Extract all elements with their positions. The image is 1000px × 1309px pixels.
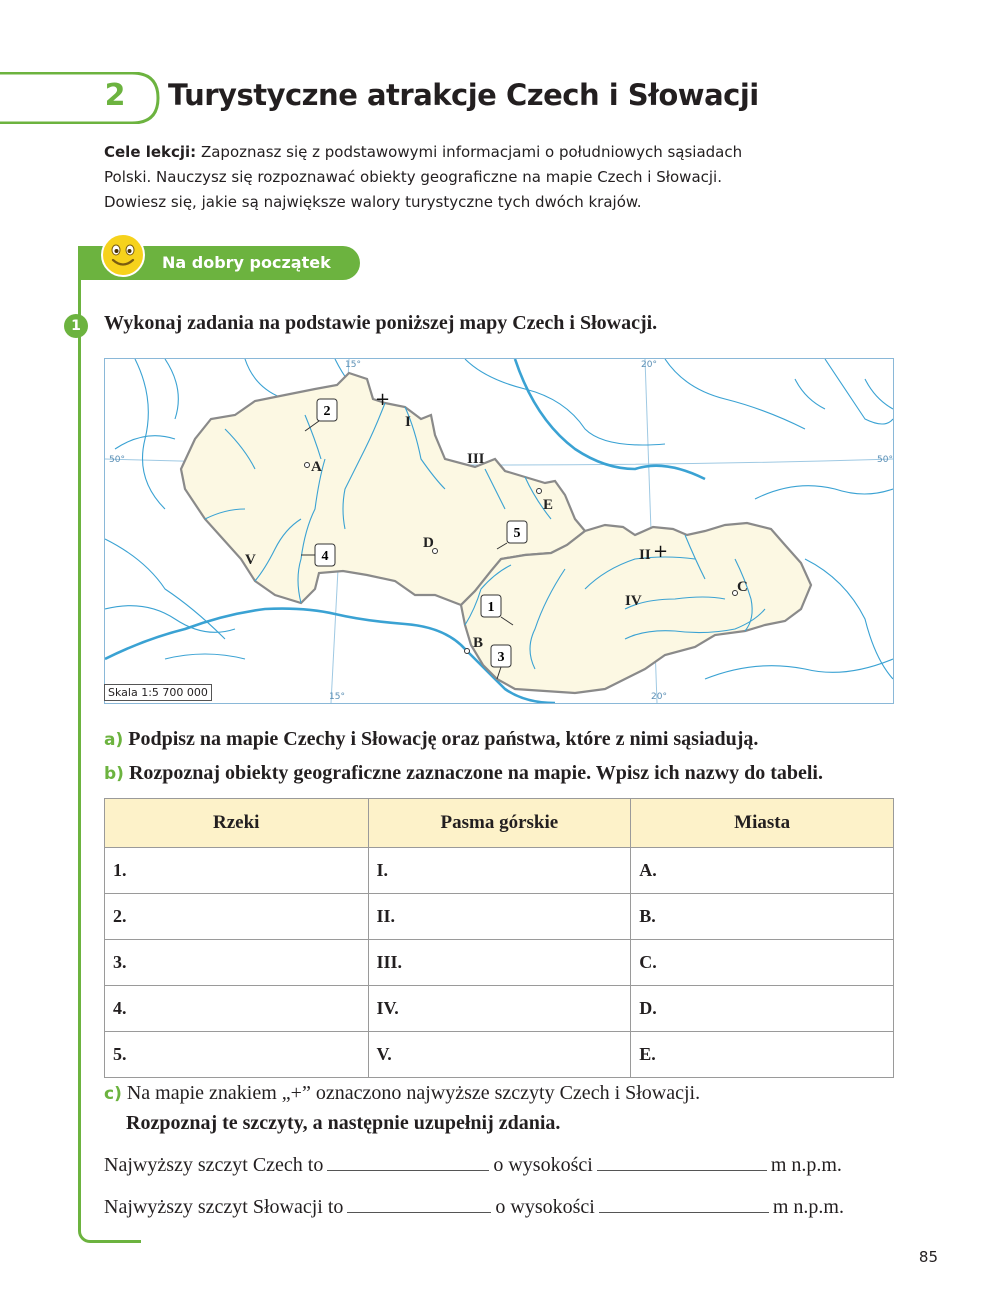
table-cell-city[interactable]: D. [631,986,894,1032]
sentence-czech [104,1154,842,1177]
subtask-c-text: Na mapie znakiem „+” oznaczono najwyższe szczyty Czech i Słowacji. [126,1082,701,1104]
subtask-c-instruction [126,1112,560,1135]
map-lon15-bottom: 15° [329,692,345,702]
sentence-czech-unit: m n.p.m. [770,1154,842,1176]
page-title: Turystyczne atrakcje Czech i Słowacji [168,78,759,112]
table-cell-river[interactable]: 3. [105,940,369,986]
lesson-tab [0,72,160,124]
sentence-slovakia [104,1196,844,1219]
table-row [105,940,894,986]
table-cell-mountain[interactable]: II. [368,894,631,940]
task-number-badge: 1 [64,314,88,338]
svg-text:1: 1 [487,600,495,615]
subtask-c [104,1082,700,1105]
map-scale: Skala 1:5 700 000 [104,684,212,701]
table-header-rivers: Rzeki [105,799,369,848]
lesson-goals [104,140,764,215]
task-instruction: Wykonaj zadania na podstawie poniższej mapy Czech i Słowacji. [104,312,658,334]
blank-czech-peak[interactable] [327,1169,489,1171]
subtask-a-text: Podpisz na mapie Czechy i Słowację oraz państwa, które z nimi sąsiadują. [128,728,759,750]
subtask-b-text: Rozpoznaj obiekty geograficzne zaznaczone na mapie. Wpisz ich nazwy do tabeli. [128,762,823,784]
svg-text:2: 2 [323,404,331,419]
map-city-E: E [543,497,554,513]
svg-text:4: 4 [321,549,329,564]
table-cell-mountain[interactable]: I. [368,848,631,894]
section-banner-label: Na dobry początek [162,253,331,272]
sentence-czech-start: Najwyższy szczyt Czech to [104,1154,324,1176]
subtask-c-bold-text: Rozpoznaj te szczyty, a następnie uzupełnij zdania. [126,1112,561,1134]
map-city-dot-A [305,463,310,468]
subtask-b [104,762,823,785]
map-city-B: B [473,635,484,651]
table-cell-river[interactable]: 5. [105,1032,369,1078]
table-header-row [105,799,894,848]
map-lon20-bottom: 20° [651,692,667,702]
map-city-dot-E [537,489,542,494]
table-cell-city[interactable]: A. [631,848,894,894]
map-city-dot-B [465,649,470,654]
sentence-slovakia-unit: m n.p.m. [772,1196,844,1218]
blank-slovakia-peak[interactable] [347,1211,491,1213]
table-cell-city[interactable]: C. [631,940,894,986]
subtask-a-label: a) [104,730,124,750]
sentence-slovakia-height: o wysokości [495,1196,595,1218]
table-cell-river[interactable]: 4. [105,986,369,1032]
goals-text: Zapoznasz się z podstawowymi informacjami o południowych sąsiadach Polski. Nauczysz się rozpoznawać obiekty geograficzne na mapie Czech i Słowacji. Dowiesz się, jakie są największe walory turystyczne tych dwóch krajów. [104,143,743,211]
map-mountain-IV: IV [625,593,642,609]
svg-text:3: 3 [497,650,505,665]
sentence-slovakia-start: Najwyższy szczyt Słowacji to [104,1196,344,1218]
subtask-b-label: b) [104,764,124,784]
subtask-c-label: c) [104,1084,122,1104]
map-mountain-I: I [405,414,411,430]
table-cell-city[interactable]: B. [631,894,894,940]
objects-table [104,798,894,1078]
table-cell-river[interactable]: 1. [105,848,369,894]
svg-text:5: 5 [513,526,521,541]
smiley-icon [100,232,146,278]
table-cell-mountain[interactable]: III. [368,940,631,986]
page-number: 85 [918,1248,938,1266]
map-mountain-V: V [245,552,256,568]
table-row [105,848,894,894]
map-peak-czech: + [375,389,391,410]
map-lat50-left: 50° [109,455,125,465]
goals-label: Cele lekcji: [104,143,197,161]
map-city-D: D [423,535,434,551]
map-peak-slovakia: + [653,541,669,562]
map-lon20-top: 20° [641,360,657,370]
table-row [105,986,894,1032]
blank-czech-height[interactable] [597,1169,767,1171]
table-cell-city[interactable]: E. [631,1032,894,1078]
table-cell-mountain[interactable]: V. [368,1032,631,1078]
map-mountain-III: III [467,451,485,467]
table-header-mountains: Pasma górskie [368,799,631,848]
map-city-C: C [737,579,748,595]
lesson-number: 2 [104,78,126,113]
table-cell-mountain[interactable]: IV. [368,986,631,1032]
map-mountain-II: II [639,547,651,563]
map-lat50-right: 50° [877,455,893,465]
map-lon15-top: 15° [345,360,361,370]
table-cell-river[interactable]: 2. [105,894,369,940]
blank-slovakia-height[interactable] [599,1211,769,1213]
table-row [105,1032,894,1078]
table-header-cities: Miasta [631,799,894,848]
map-czech-slovakia [104,358,894,704]
sentence-czech-height: o wysokości [493,1154,593,1176]
table-row [105,894,894,940]
subtask-a [104,728,758,751]
map-city-A: A [311,459,322,475]
